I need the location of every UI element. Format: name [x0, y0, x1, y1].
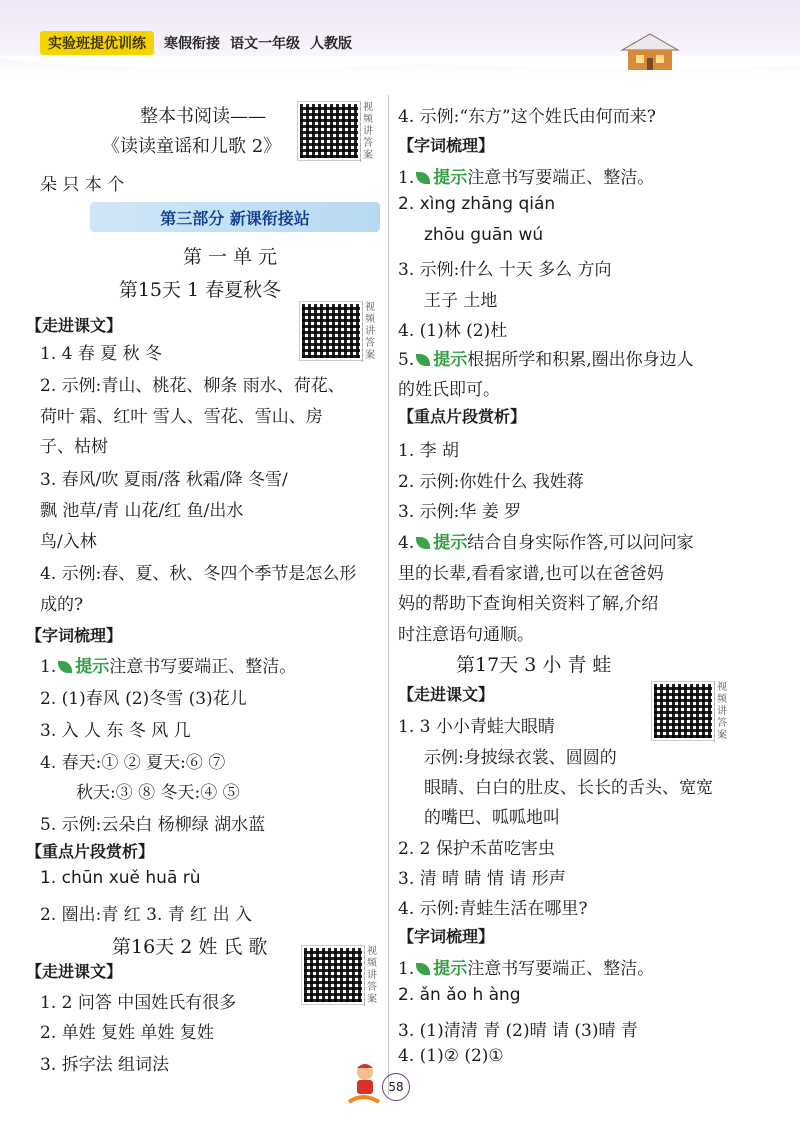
leaf-icon — [416, 537, 430, 549]
item-number: 1. — [398, 168, 415, 188]
qr-code-4[interactable] — [652, 682, 732, 740]
answer-line: 4. 示例:青蛙生活在哪里? — [398, 899, 588, 919]
answer-line: 3. 示例:华 姜 罗 — [398, 502, 522, 522]
qr-code-image — [300, 302, 362, 360]
answer-line: 2. 2 保护禾苗吃害虫 — [398, 839, 555, 859]
answer-line: 秋天:③ ⑧ 冬天:④ ⑤ — [76, 783, 240, 803]
day16-title: 第16天 2 姓 氏 歌 — [112, 936, 268, 958]
answer-line: 子、枯树 — [40, 437, 108, 457]
answer-line: 3. 拆字法 组词法 — [40, 1055, 170, 1075]
answer-line: 2. xìng zhāng qián — [398, 194, 556, 214]
header-info-1: 寒假衔接 — [164, 36, 220, 52]
hint-text: 根据所学和积累,圈出你身边人 — [467, 350, 694, 370]
answer-line: 1. chūn xuě huā rù — [40, 868, 201, 888]
answer-line: 2. 圈出:青 红 3. 青 红 出 入 — [40, 905, 252, 925]
answer-line: 2. 示例:青山、桃花、柳条 雨水、荷花、 — [40, 376, 345, 396]
qr-code-image — [302, 946, 364, 1004]
section-heading: 【字词梳理】 — [398, 927, 495, 946]
answer-line — [398, 954, 654, 979]
section-heading: 【字词梳理】 — [398, 136, 495, 155]
answer-line: zhōu guān wú — [424, 225, 544, 245]
qr-code-image — [652, 682, 714, 740]
answer-line: 2. (1)春风 (2)冬雪 (3)花儿 — [40, 689, 247, 709]
answer-line: 鸟/入林 — [40, 532, 97, 552]
answer-line: 成的? — [40, 595, 84, 615]
qr-label: 视频讲答案 — [360, 102, 379, 162]
answer-line: 3. 示例:什么 十天 多么 方向 — [398, 260, 612, 280]
answer-line — [398, 528, 694, 553]
book-title-2: 《读读童谣和儿歌 2》 — [102, 136, 282, 157]
book-title-1: 整本书阅读—— — [140, 106, 266, 127]
section-heading: 【走进课文】 — [26, 962, 123, 981]
answer-line: 荷叶 霜、红叶 雪人、雪花、雪山、房 — [40, 407, 323, 427]
qr-label: 视频讲答案 — [364, 946, 383, 1006]
day15-title: 第15天 1 春夏秋冬 — [118, 279, 282, 301]
answer-line: 4. 春天:① ② 夏天:⑥ ⑦ — [40, 753, 226, 773]
mascot-icon — [345, 1062, 381, 1106]
part-banner: 第三部分 新课衔接站 — [90, 202, 380, 232]
hint-text: 注意书写要端正、整洁。 — [467, 959, 655, 979]
header-info-3: 人教版 — [310, 36, 352, 52]
page-number: 58 — [382, 1073, 410, 1101]
answer-line: 1. 3 小小青蛙大眼睛 — [398, 717, 555, 737]
house-icon — [618, 30, 682, 72]
answer-line: 3. (1)清清 青 (2)晴 请 (3)晴 青 — [398, 1021, 638, 1041]
day17-title: 第17天 3 小 青 蛙 — [456, 654, 612, 676]
answer-line: 3. 入 人 东 冬 风 几 — [40, 721, 191, 741]
leaf-icon — [416, 354, 430, 366]
answer-line: 1. 2 问答 中国姓氏有很多 — [40, 993, 237, 1013]
qr-code-1[interactable] — [298, 102, 378, 160]
unit-title: 第 一 单 元 — [182, 246, 278, 268]
answer-line: 里的长辈,看看家谱,也可以在爸爸妈 — [398, 564, 664, 584]
answer-line: 2. 示例:你姓什么 我姓蒋 — [398, 472, 584, 492]
hint-label: 提示 — [433, 959, 468, 979]
answer-line: 3. 春风/吹 夏雨/落 秋霜/降 冬雪/ — [40, 470, 288, 490]
answer-line — [40, 652, 296, 677]
brand-label: 实验班提优训练 — [40, 31, 154, 55]
answer-line: 示例:身披绿衣裳、圆圆的 — [424, 748, 617, 768]
answer-line: 4. (1)林 (2)杜 — [398, 321, 508, 341]
hint-label: 提示 — [75, 657, 110, 677]
item-number: 5. — [398, 350, 415, 370]
leaf-icon — [416, 172, 430, 184]
qr-code-2[interactable] — [300, 302, 380, 360]
item-number: 4. — [398, 533, 415, 553]
answer-line: 1. 李 胡 — [398, 441, 460, 461]
answer-line: 4. (1)② (2)① — [398, 1046, 504, 1066]
header-info-2: 语文一年级 — [230, 36, 300, 52]
section-heading: 【字词梳理】 — [26, 626, 123, 645]
hint-label: 提示 — [433, 350, 468, 370]
page-header — [0, 0, 800, 80]
answer-line: 妈的帮助下查询相关资料了解,介绍 — [398, 594, 659, 614]
answer-line: 3. 清 晴 睛 情 请 形声 — [398, 869, 566, 889]
hint-label: 提示 — [433, 168, 468, 188]
answer-line: 2. ǎn ǎo h àng — [398, 985, 521, 1005]
qr-label: 视频讲答案 — [714, 682, 733, 742]
section-heading: 【走进课文】 — [398, 685, 495, 704]
answer-line: 2. 单姓 复姓 单姓 复姓 — [40, 1023, 214, 1043]
item-number: 1. — [398, 959, 415, 979]
leaf-icon — [58, 661, 72, 673]
answer-line: 飘 池草/青 山花/红 鱼/出水 — [40, 501, 244, 521]
section-heading: 【重点片段赏析】 — [398, 407, 527, 426]
section-heading: 【走进课文】 — [26, 316, 123, 335]
hint-text: 注意书写要端正、整洁。 — [109, 657, 297, 677]
answer-line: 王子 土地 — [424, 291, 498, 311]
answer-line: 时注意语句通顺。 — [398, 625, 534, 645]
header-bar — [40, 30, 352, 56]
answer-line: 5. 示例:云朵白 杨柳绿 湖水蓝 — [40, 815, 266, 835]
answer-line: 4. 示例:“东方”这个姓氏由何而来? — [398, 107, 656, 127]
answer-line: 朵 只 本 个 — [40, 175, 125, 195]
answer-line — [398, 163, 654, 188]
qr-label: 视频讲答案 — [362, 302, 381, 362]
qr-code-image — [298, 102, 360, 160]
item-number: 1. — [40, 657, 57, 677]
hint-text: 注意书写要端正、整洁。 — [467, 168, 655, 188]
answer-line: 的姓氏即可。 — [398, 380, 500, 400]
hint-label: 提示 — [433, 533, 468, 553]
section-heading: 【重点片段赏析】 — [26, 842, 155, 861]
answer-line: 4. 示例:春、夏、秋、冬四个季节是怎么形 — [40, 564, 357, 584]
answer-line: 1. 4 春 夏 秋 冬 — [40, 344, 163, 364]
qr-code-3[interactable] — [302, 946, 382, 1004]
hint-text: 结合自身实际作答,可以问问家 — [467, 533, 694, 553]
leaf-icon — [416, 963, 430, 975]
answer-line: 眼睛、白白的肚皮、长长的舌头、宽宽 — [424, 778, 713, 798]
answer-line — [398, 345, 694, 370]
answer-line: 的嘴巴、呱呱地叫 — [424, 808, 560, 828]
